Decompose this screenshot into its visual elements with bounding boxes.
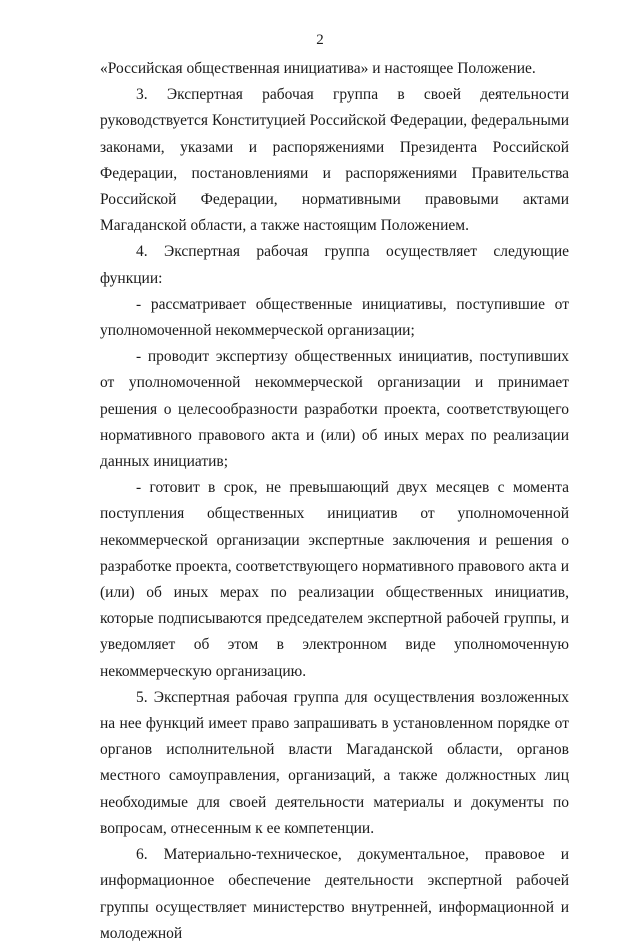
list-item-conducts-expertise: - проводит экспертизу общественных инициатив, поступивших от уполномоченной некоммерческой организации и принимает решения о целесообразности разработки проекта, соответствующего нормативного правового акта и (или) об иных мерах по реализации данных инициатив; [100, 348, 569, 471]
paragraph-3-legal-basis: 3. Экспертная рабочая группа в своей деятельности руководствуется Конституцией Российской Федерации, федеральными законами, указами и распоряжениями Президента Российской Федерации, постановлениями и распоряжениями Правительства Российской Федерации, нормативными правовыми актами Магаданской области, а также настоящим Положением. [100, 86, 569, 235]
paragraph-6-support: 6. Материально-техническое, документальное, правовое и информационное обеспечение деятельности экспертной рабочей группы осуществляет министерство внутренней, информационной и молодежной [100, 846, 569, 942]
page-number: 2 [316, 32, 324, 48]
list-item-reviews-initiatives: - рассматривает общественные инициативы, поступившие от уполномоченной некоммерческой организации; [100, 295, 569, 340]
document-body [100, 56, 569, 947]
paragraph-5-rights: 5. Экспертная рабочая группа для осуществления возложенных на нее функций имеет право запрашивать в установленном порядке от органов исполнительной власти Магаданской области, органов местного самоуправления, организаций, а также должностных лиц необходимые для своей деятельности материалы и документы по вопросам, отнесенным к ее компетенции. [100, 688, 569, 837]
paragraph-4-functions-intro: 4. Экспертная рабочая группа осуществляет следующие функции: [100, 243, 569, 287]
paragraph-nko-continuation: «Российская общественная инициатива» и настоящее Положение. [100, 60, 536, 77]
list-item-prepares-conclusions: - готовит в срок, не превышающий двух месяцев с момента поступления общественных инициатив от уполномоченной некоммерческой организации экспертные заключения и решения о разработке проекта, соответствующего нормативного правового акта и (или) об иных мерах по реализации общественных инициатив, которые подписываются председателем экспертной рабочей группы, и уведомляет об этом в электронном виде уполномоченную некоммерческую организацию. [100, 479, 569, 680]
